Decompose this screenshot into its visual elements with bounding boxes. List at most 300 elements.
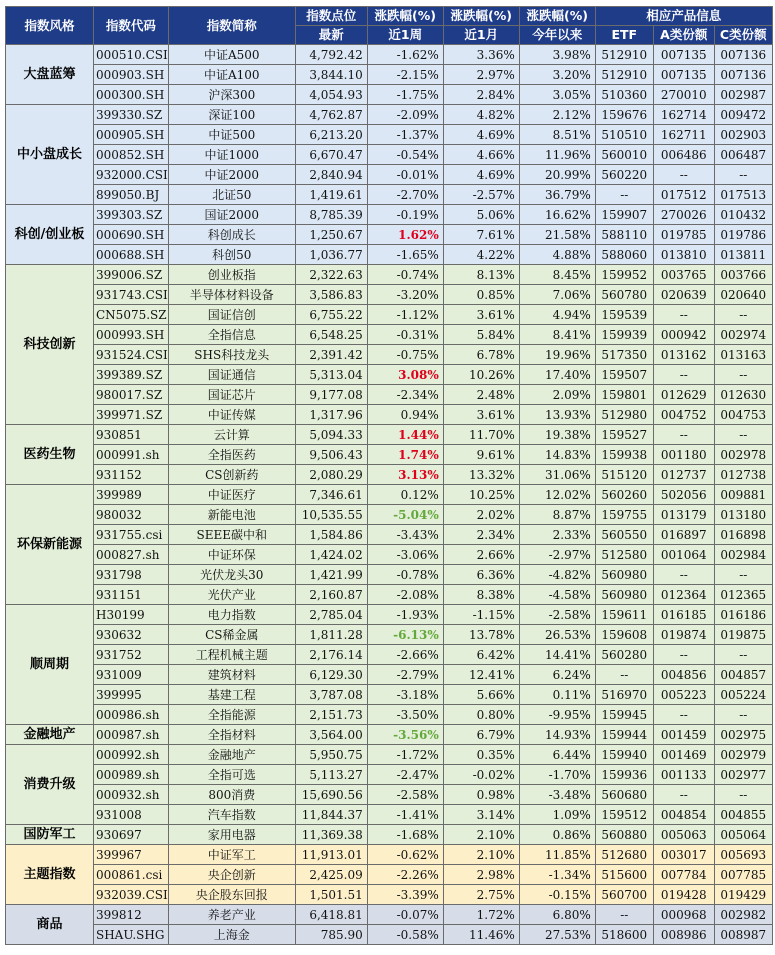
latest-level-cell: 785.90 [295,925,367,945]
a-share-code-cell: 270026 [653,205,714,225]
table-row [6,785,773,805]
index-code-cell: 931151 [94,585,169,605]
table-row [6,525,773,545]
a-share-code-cell: 270010 [653,85,714,105]
index-name-cell: 上海金 [168,925,295,945]
change-ytd-cell: -1.70% [519,765,595,785]
change-1w-cell: -6.13% [367,625,443,645]
index-code-cell: 000986.sh [94,705,169,725]
c-share-code-cell: 016186 [714,605,772,625]
change-ytd-cell: 20.99% [519,165,595,185]
a-share-code-cell: 005223 [653,685,714,705]
index-name-cell: 全指可选 [168,765,295,785]
index-code-cell: 931524.CSI [94,345,169,365]
table-row [6,205,773,225]
c-share-code-cell: 005064 [714,825,772,845]
c-share-code-cell: 013180 [714,505,772,525]
change-1m-cell: 9.61% [443,445,519,465]
index-code-cell: 000903.SH [94,65,169,85]
change-ytd-cell: 8.45% [519,265,595,285]
index-code-cell: 931743.CSI [94,285,169,305]
c-share-code-cell: 013811 [714,245,772,265]
index-name-cell: 新能电池 [168,505,295,525]
etf-code-cell: 512910 [595,45,653,65]
change-1w-cell: -2.47% [367,765,443,785]
index-name-cell: 中证环保 [168,545,295,565]
table-row [6,845,773,865]
index-name-cell: 光伏龙头30 [168,565,295,585]
change-1w-cell: -0.54% [367,145,443,165]
index-code-cell: 399812 [94,905,169,925]
header-products: 相应产品信息 [595,7,772,26]
latest-level-cell: 1,036.77 [295,245,367,265]
index-performance-table [5,6,773,945]
index-name-cell: 建筑材料 [168,665,295,685]
table-row [6,545,773,565]
table-row [6,565,773,585]
header-a-share: A类份额 [653,26,714,45]
change-1w-cell: -3.50% [367,705,443,725]
table-row [6,625,773,645]
a-share-code-cell: 013810 [653,245,714,265]
change-1m-cell: 0.85% [443,285,519,305]
index-name-cell: 家用电器 [168,825,295,845]
latest-level-cell: 2,425.09 [295,865,367,885]
c-share-code-cell: 007136 [714,65,772,85]
change-ytd-cell: -9.95% [519,705,595,725]
latest-level-cell: 7,346.61 [295,485,367,505]
a-share-code-cell: 162714 [653,105,714,125]
etf-code-cell: 159939 [595,325,653,345]
change-1m-cell: 8.38% [443,585,519,605]
etf-code-cell: 588060 [595,245,653,265]
index-code-cell: 932000.CSI [94,165,169,185]
change-1w-cell: -5.04% [367,505,443,525]
c-share-code-cell: 016898 [714,525,772,545]
change-ytd-cell: 3.05% [519,85,595,105]
latest-level-cell: 2,785.04 [295,605,367,625]
index-code-cell: 000989.sh [94,765,169,785]
etf-code-cell: 159527 [595,425,653,445]
table-row [6,145,773,165]
index-name-cell: 国证2000 [168,205,295,225]
change-ytd-cell: 21.58% [519,225,595,245]
change-1w-cell: -2.79% [367,665,443,685]
c-share-code-cell: 004857 [714,665,772,685]
latest-level-cell: 4,762.87 [295,105,367,125]
table-row [6,225,773,245]
index-code-cell: 931009 [94,665,169,685]
latest-level-cell: 1,250.67 [295,225,367,245]
index-code-cell: 399389.SZ [94,365,169,385]
index-code-cell: SHAU.SHG [94,925,169,945]
a-share-code-cell: 012629 [653,385,714,405]
table-row [6,685,773,705]
index-name-cell: 科创50 [168,245,295,265]
change-1m-cell: 6.36% [443,565,519,585]
latest-level-cell: 4,792.42 [295,45,367,65]
index-code-cell: 000905.SH [94,125,169,145]
c-share-code-cell: 002974 [714,325,772,345]
change-ytd-cell: 6.24% [519,665,595,685]
index-code-cell: 932039.CSI [94,885,169,905]
c-share-code-cell: 002984 [714,545,772,565]
table-row [6,645,773,665]
c-share-code-cell: 002979 [714,745,772,765]
index-name-cell: 深证100 [168,105,295,125]
c-share-code-cell: 002987 [714,85,772,105]
table-row [6,345,773,365]
header-row-1 [6,7,773,26]
change-1m-cell: -2.57% [443,185,519,205]
a-share-code-cell: -- [653,425,714,445]
index-code-cell: 000510.CSI [94,45,169,65]
table-row [6,305,773,325]
index-code-cell: 000991.sh [94,445,169,465]
change-1m-cell: 10.26% [443,365,519,385]
index-code-cell: 399989 [94,485,169,505]
change-ytd-cell: 7.06% [519,285,595,305]
index-code-cell: 399330.SZ [94,105,169,125]
index-code-cell: 000993.SH [94,325,169,345]
table-row [6,805,773,825]
a-share-code-cell: 005063 [653,825,714,845]
c-share-code-cell: 019429 [714,885,772,905]
change-1w-cell: -2.70% [367,185,443,205]
category-label: 医药生物 [6,425,94,485]
a-share-code-cell: 502056 [653,485,714,505]
latest-level-cell: 1,424.02 [295,545,367,565]
table-row [6,445,773,465]
table-row [6,925,773,945]
table-row [6,765,773,785]
a-share-code-cell: 004856 [653,665,714,685]
etf-code-cell: 512680 [595,845,653,865]
index-name-cell: 中证军工 [168,845,295,865]
change-1m-cell: 2.10% [443,825,519,845]
change-1w-cell: -3.43% [367,525,443,545]
index-code-cell: 931798 [94,565,169,585]
change-1w-cell: -1.37% [367,125,443,145]
change-1w-cell: 3.08% [367,365,443,385]
table-row [6,105,773,125]
a-share-code-cell: 000968 [653,905,714,925]
etf-code-cell: 560260 [595,485,653,505]
index-name-cell: 全指医药 [168,445,295,465]
header-etf: ETF [595,26,653,45]
a-share-code-cell: -- [653,645,714,665]
change-ytd-cell: 4.88% [519,245,595,265]
etf-code-cell: 512580 [595,545,653,565]
c-share-code-cell: 007136 [714,45,772,65]
a-share-code-cell: 019428 [653,885,714,905]
c-share-code-cell: -- [714,365,772,385]
change-1m-cell: 2.66% [443,545,519,565]
change-1m-cell: 11.70% [443,425,519,445]
etf-code-cell: 560280 [595,645,653,665]
etf-code-cell: -- [595,905,653,925]
a-share-code-cell: 003017 [653,845,714,865]
index-name-cell: 基建工程 [168,685,295,705]
change-1m-cell: 0.35% [443,745,519,765]
header-style: 指数风格 [6,7,94,45]
latest-level-cell: 1,811.28 [295,625,367,645]
a-share-code-cell: -- [653,305,714,325]
etf-code-cell: 515600 [595,865,653,885]
index-name-cell: 全指信息 [168,325,295,345]
a-share-code-cell: 016897 [653,525,714,545]
a-share-code-cell: 019785 [653,225,714,245]
change-1m-cell: 4.69% [443,165,519,185]
c-share-code-cell: 012365 [714,585,772,605]
index-name-cell: 国证芯片 [168,385,295,405]
change-1w-cell: 3.13% [367,465,443,485]
category-label: 金融地产 [6,725,94,745]
latest-level-cell: 11,913.01 [295,845,367,865]
c-share-code-cell: 002982 [714,905,772,925]
change-1m-cell: 6.78% [443,345,519,365]
c-share-code-cell: 002903 [714,125,772,145]
table-row [6,465,773,485]
category-label: 中小盘成长 [6,105,94,205]
etf-code-cell: 560700 [595,885,653,905]
change-1w-cell: -0.07% [367,905,443,925]
a-share-code-cell: 012737 [653,465,714,485]
latest-level-cell: 8,785.39 [295,205,367,225]
index-name-cell: 中证传媒 [168,405,295,425]
table-row [6,325,773,345]
latest-level-cell: 5,113.27 [295,765,367,785]
change-ytd-cell: 26.53% [519,625,595,645]
latest-level-cell: 6,755.22 [295,305,367,325]
change-1w-cell: -0.74% [367,265,443,285]
change-1m-cell: 2.34% [443,525,519,545]
c-share-code-cell: 012738 [714,465,772,485]
change-1m-cell: -0.02% [443,765,519,785]
index-name-cell: 央企创新 [168,865,295,885]
change-1m-cell: 1.72% [443,905,519,925]
table-row [6,485,773,505]
index-name-cell: 800消费 [168,785,295,805]
index-code-cell: 000688.SH [94,245,169,265]
c-share-code-cell: 009472 [714,105,772,125]
index-code-cell: 000852.SH [94,145,169,165]
change-ytd-cell: 27.53% [519,925,595,945]
latest-level-cell: 9,177.08 [295,385,367,405]
etf-code-cell: 159611 [595,605,653,625]
change-ytd-cell: 6.80% [519,905,595,925]
a-share-code-cell: 001459 [653,725,714,745]
c-share-code-cell: 006487 [714,145,772,165]
change-ytd-cell: -2.58% [519,605,595,625]
header-ytd: 今年以来 [519,26,595,45]
table-body [6,45,773,945]
a-share-code-cell: 013162 [653,345,714,365]
index-code-cell: H30199 [94,605,169,625]
change-1w-cell: -0.75% [367,345,443,365]
header-c-share: C类份额 [714,26,772,45]
change-1w-cell: -1.62% [367,45,443,65]
a-share-code-cell: 001133 [653,765,714,785]
change-1m-cell: 5.84% [443,325,519,345]
a-share-code-cell: 007135 [653,45,714,65]
index-name-cell: 北证50 [168,185,295,205]
category-label: 科技创新 [6,265,94,425]
change-ytd-cell: 8.51% [519,125,595,145]
change-1w-cell: -0.62% [367,845,443,865]
latest-level-cell: 1,317.96 [295,405,367,425]
change-ytd-cell: -1.34% [519,865,595,885]
etf-code-cell: 518600 [595,925,653,945]
latest-level-cell: 9,506.43 [295,445,367,465]
c-share-code-cell: 004855 [714,805,772,825]
category-label: 国防军工 [6,825,94,845]
index-name-cell: 沪深300 [168,85,295,105]
latest-level-cell: 2,080.29 [295,465,367,485]
a-share-code-cell: 007784 [653,865,714,885]
index-name-cell: 电力指数 [168,605,295,625]
change-1w-cell: -0.78% [367,565,443,585]
etf-code-cell: 560780 [595,285,653,305]
change-1w-cell: -2.66% [367,645,443,665]
a-share-code-cell: 000942 [653,325,714,345]
etf-code-cell: 159608 [595,625,653,645]
change-1m-cell: 3.36% [443,45,519,65]
category-label: 消费升级 [6,745,94,825]
index-name-cell: 养老产业 [168,905,295,925]
c-share-code-cell: -- [714,165,772,185]
etf-code-cell: 560220 [595,165,653,185]
category-label: 主题指数 [6,845,94,905]
index-name-cell: 中证A100 [168,65,295,85]
latest-level-cell: 2,391.42 [295,345,367,365]
a-share-code-cell: 008986 [653,925,714,945]
change-1m-cell: 2.97% [443,65,519,85]
index-name-cell: 全指材料 [168,725,295,745]
a-share-code-cell: 004854 [653,805,714,825]
change-1m-cell: 0.98% [443,785,519,805]
index-code-cell: 930632 [94,625,169,645]
index-code-cell: 931755.csi [94,525,169,545]
index-code-cell: 000861.csi [94,865,169,885]
change-1m-cell: 0.80% [443,705,519,725]
a-share-code-cell: 006486 [653,145,714,165]
change-ytd-cell: 1.09% [519,805,595,825]
change-1w-cell: -2.34% [367,385,443,405]
c-share-code-cell: -- [714,425,772,445]
change-1w-cell: -3.20% [367,285,443,305]
index-code-cell: 000992.sh [94,745,169,765]
change-1w-cell: -2.58% [367,785,443,805]
change-1w-cell: 1.74% [367,445,443,465]
a-share-code-cell: 013179 [653,505,714,525]
index-name-cell: 全指能源 [168,705,295,725]
index-code-cell: 980032 [94,505,169,525]
header-week: 近1周 [367,26,443,45]
index-name-cell: 半导体材料设备 [168,285,295,305]
change-1m-cell: 4.69% [443,125,519,145]
index-name-cell: 中证1000 [168,145,295,165]
index-name-cell: 金融地产 [168,745,295,765]
index-name-cell: 创业板指 [168,265,295,285]
change-1m-cell: 6.79% [443,725,519,745]
latest-level-cell: 2,322.63 [295,265,367,285]
a-share-code-cell: 003765 [653,265,714,285]
change-1w-cell: -3.18% [367,685,443,705]
change-1m-cell: 4.82% [443,105,519,125]
table-row [6,865,773,885]
table-row [6,745,773,765]
latest-level-cell: 15,690.56 [295,785,367,805]
change-1w-cell: 1.44% [367,425,443,445]
change-1m-cell: 5.66% [443,685,519,705]
index-code-cell: 000987.sh [94,725,169,745]
etf-code-cell: 560550 [595,525,653,545]
change-ytd-cell: 19.96% [519,345,595,365]
change-1m-cell: 8.13% [443,265,519,285]
index-code-cell: 399006.SZ [94,265,169,285]
latest-level-cell: 3,787.08 [295,685,367,705]
index-code-cell: 899050.BJ [94,185,169,205]
index-code-cell: 980017.SZ [94,385,169,405]
index-name-cell: 云计算 [168,425,295,445]
change-1w-cell: -2.15% [367,65,443,85]
index-name-cell: SHS科技龙头 [168,345,295,365]
index-code-cell: 931152 [94,465,169,485]
table-row [6,285,773,305]
change-1m-cell: 3.61% [443,405,519,425]
table-row [6,245,773,265]
c-share-code-cell: -- [714,305,772,325]
category-label: 环保新能源 [6,485,94,605]
table-row [6,405,773,425]
etf-code-cell: 560980 [595,585,653,605]
c-share-code-cell: 012630 [714,385,772,405]
a-share-code-cell: -- [653,165,714,185]
change-ytd-cell: 11.85% [519,845,595,865]
table-row [6,665,773,685]
change-ytd-cell: 14.93% [519,725,595,745]
change-1w-cell: 0.12% [367,485,443,505]
etf-code-cell: 560680 [595,785,653,805]
table-row [6,185,773,205]
etf-code-cell: -- [595,665,653,685]
index-name-cell: 中证500 [168,125,295,145]
a-share-code-cell: 012364 [653,585,714,605]
change-1m-cell: 4.22% [443,245,519,265]
index-code-cell: 399303.SZ [94,205,169,225]
c-share-code-cell: 003766 [714,265,772,285]
c-share-code-cell: -- [714,645,772,665]
latest-level-cell: 4,054.93 [295,85,367,105]
change-ytd-cell: 2.12% [519,105,595,125]
header-latest: 最新 [295,26,367,45]
latest-level-cell: 11,844.37 [295,805,367,825]
etf-code-cell: 515120 [595,465,653,485]
change-1m-cell: 2.75% [443,885,519,905]
change-1w-cell: -3.56% [367,725,443,745]
change-1m-cell: 11.46% [443,925,519,945]
table-row [6,65,773,85]
etf-code-cell: 159676 [595,105,653,125]
table-row [6,365,773,385]
change-ytd-cell: 8.41% [519,325,595,345]
latest-level-cell: 3,564.00 [295,725,367,745]
change-ytd-cell: 13.93% [519,405,595,425]
etf-code-cell: 512910 [595,65,653,85]
etf-code-cell: 159944 [595,725,653,745]
a-share-code-cell: 007135 [653,65,714,85]
